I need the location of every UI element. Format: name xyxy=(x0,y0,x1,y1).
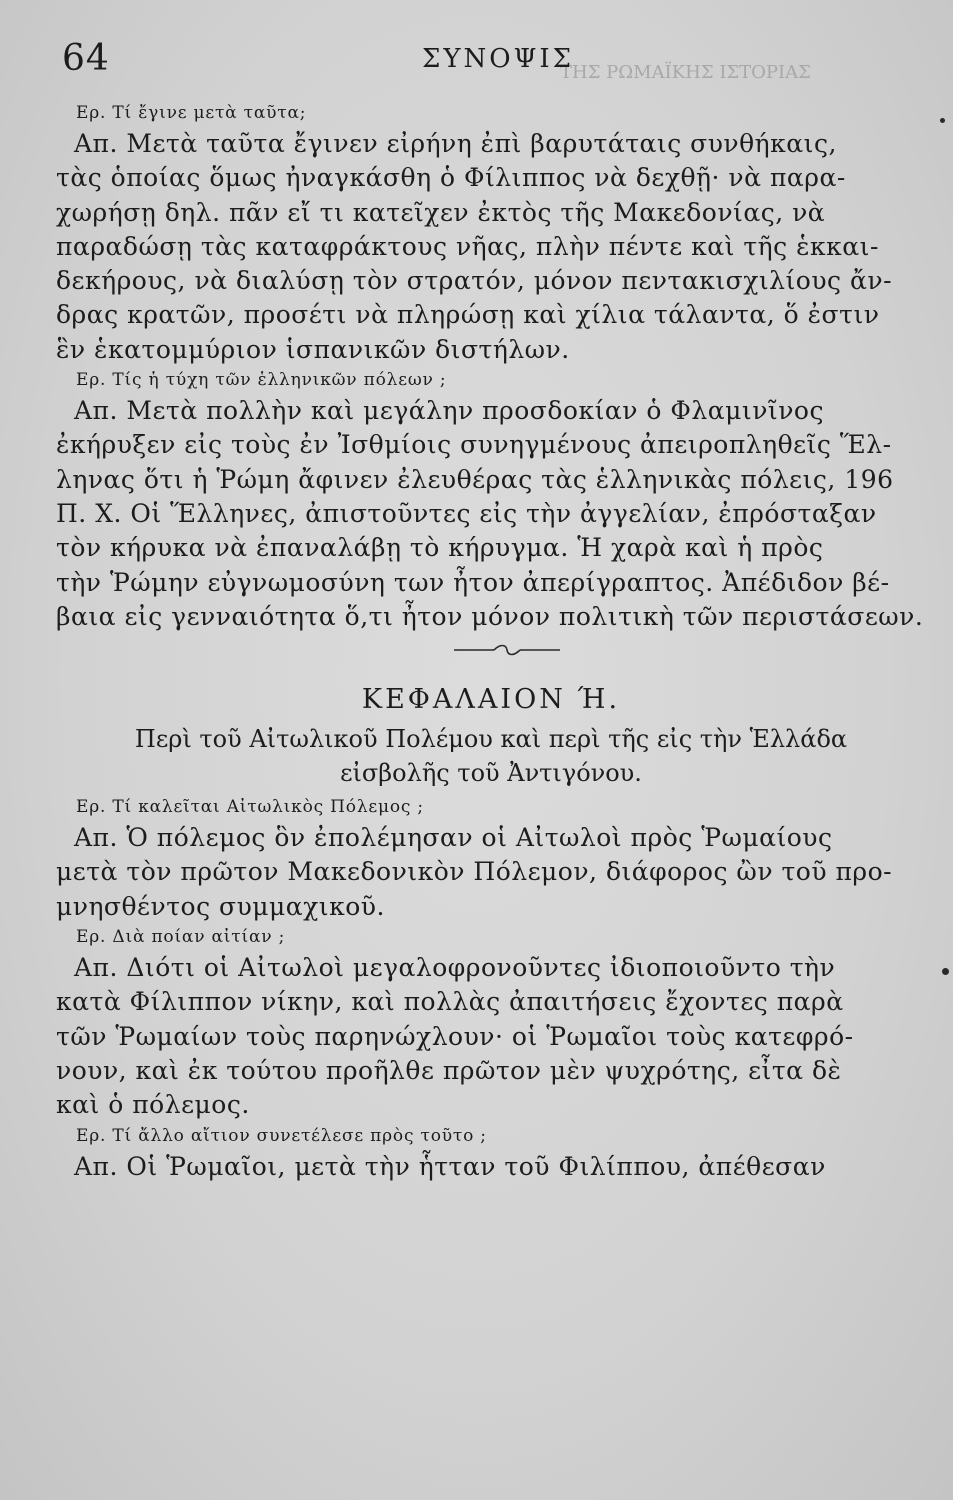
question-line: Ερ. Τί καλεῖται Αἰτωλικὸς Πόλεμος ; xyxy=(76,797,424,818)
answer-line: μνησθέντος συμμαχικοῦ. xyxy=(56,891,385,921)
chapter-subtitle-line: εἰσβολῆς τοῦ Ἀντιγόνου. xyxy=(340,759,642,788)
bleed-through-text: ΤΗΣ ΡΩΜΑΪΚΗΣ ΙΣΤΟΡΙΑΣ xyxy=(560,62,811,83)
answer-line: Απ. Ὁ πόλεμος ὃν ἐπολέμησαν οἱ Αἰτωλοὶ πρὸς Ῥωμαίους xyxy=(74,823,833,853)
answer-line: τὰς ὁποίας ὅμως ἠναγκάσθη ὁ Φίλιππος νὰ δεχθῇ· νὰ παρα- xyxy=(56,163,846,193)
chapter-heading: ΚΕΦΑΛΑΙΟΝ Ή. xyxy=(361,684,621,716)
answer-line: δεκήρους, νὰ διαλύσῃ τὸν στρατόν, μόνον πεντακισχιλίους ἄν- xyxy=(56,266,893,296)
answer-line: νουν, καὶ ἐκ τούτου προῆλθε πρῶτον μὲν ψυχρότης, εἶτα δὲ xyxy=(56,1055,842,1085)
answer-line: παραδώσῃ τὰς καταφράκτους νῆας, πλὴν πέντε καὶ τῆς ἑκκαι- xyxy=(56,231,879,261)
answer-line: τὴν Ῥώμην εὐγνωμοσύνη των ἦτον ἀπερίγραπτος. Ἀπέδιδον βέ- xyxy=(56,567,890,597)
question-line: Ερ. Τίς ἡ τύχη τῶν ἑλληνικῶν πόλεων ; xyxy=(76,370,447,391)
answer-line: τὸν κήρυκα νὰ ἐπαναλάβῃ τὸ κήρυγμα. Ἡ χαρὰ καὶ ἡ πρὸς xyxy=(56,533,824,563)
running-title: ΣΥΝΟΨΙΣ xyxy=(422,44,575,74)
answer-line: τῶν Ῥωμαίων τοὺς παρηνώχλουν· οἱ Ῥωμαῖοι τοὺς κατεφρό- xyxy=(56,1021,854,1051)
answer-line: ἓν ἑκατομμύριον ἱσπανικῶν διστήλων. xyxy=(56,334,570,364)
answer-line: κατὰ Φίλιππον νίκην, καὶ πολλὰς ἀπαιτήσεις ἔχοντες παρὰ xyxy=(56,987,844,1017)
margin-dot xyxy=(940,118,945,123)
answer-line: ἐκήρυξεν εἰς τοὺς ἐν Ἰσθμίοις συνηγμένους ἀπειροπληθεῖς Ἕλ- xyxy=(56,430,892,460)
chapter-subtitle-line: Περὶ τοῦ Αἰτωλικοῦ Πολέμου καὶ περὶ τῆς εἰς τὴν Ἑλλάδα xyxy=(134,725,848,754)
answer-line: δρας κρατῶν, προσέτι νὰ πληρώσῃ καὶ χίλια τάλαντα, ὅ ἐστιν xyxy=(56,300,880,330)
page-number: 64 xyxy=(62,38,110,79)
answer-line: Απ. Οἱ Ῥωμαῖοι, μετὰ τὴν ἧτταν τοῦ Φιλίππου, ἀπέθεσαν xyxy=(74,1151,826,1181)
question-line: Ερ. Τί ἔγινε μετὰ ταῦτα; xyxy=(76,103,307,123)
margin-dot xyxy=(942,968,949,975)
question-line: Ερ. Διὰ ποίαν αἰτίαν ; xyxy=(76,927,286,948)
answer-line: βαια εἰς γενναιότητα ὅ,τι ἦτον μόνον πολιτικὴ τῶν περιστάσεων. xyxy=(56,601,924,631)
answer-line: ληνας ὅτι ἡ Ῥώμη ἄφινεν ἐλευθέρας τὰς ἑλληνικὰς πόλεις, 196 xyxy=(56,464,894,494)
ornament-divider xyxy=(56,634,926,670)
answer-line: καὶ ὁ πόλεμος. xyxy=(56,1090,250,1120)
answer-line: Π. Χ. Οἱ Ἕλληνες, ἀπιστοῦντες εἰς τὴν ἀγγελίαν, ἐπρόσταξαν xyxy=(56,498,877,528)
answer-line: χωρήσῃ δηλ. πᾶν εἴ τι κατεῖχεν ἐκτὸς τῆς Μακεδονίας, νὰ xyxy=(56,197,826,227)
answer-line: Απ. Μετὰ ταῦτα ἔγινεν εἰρήνη ἐπὶ βαρυτάταις συνθήκαις, xyxy=(74,129,837,158)
main-text xyxy=(56,100,926,1184)
answer-line: μετὰ τὸν πρῶτον Μακεδονικὸν Πόλεμον, διάφορος ὢν τοῦ προ- xyxy=(56,857,893,887)
page-header xyxy=(62,38,922,78)
answer-line: Απ. Διότι οἱ Αἰτωλοὶ μεγαλοφρονοῦντες ἰδιοποιοῦντο τὴν xyxy=(74,953,836,983)
question-line: Ερ. Τί ἄλλο αἴτιον συνετέλεσε πρὸς τοῦτο ; xyxy=(76,1125,487,1146)
ornament-rule-icon xyxy=(452,642,562,658)
answer-line: Απ. Μετὰ πολλὴν καὶ μεγάλην προσδοκίαν ὁ Φλαμινῖνος xyxy=(74,396,824,426)
